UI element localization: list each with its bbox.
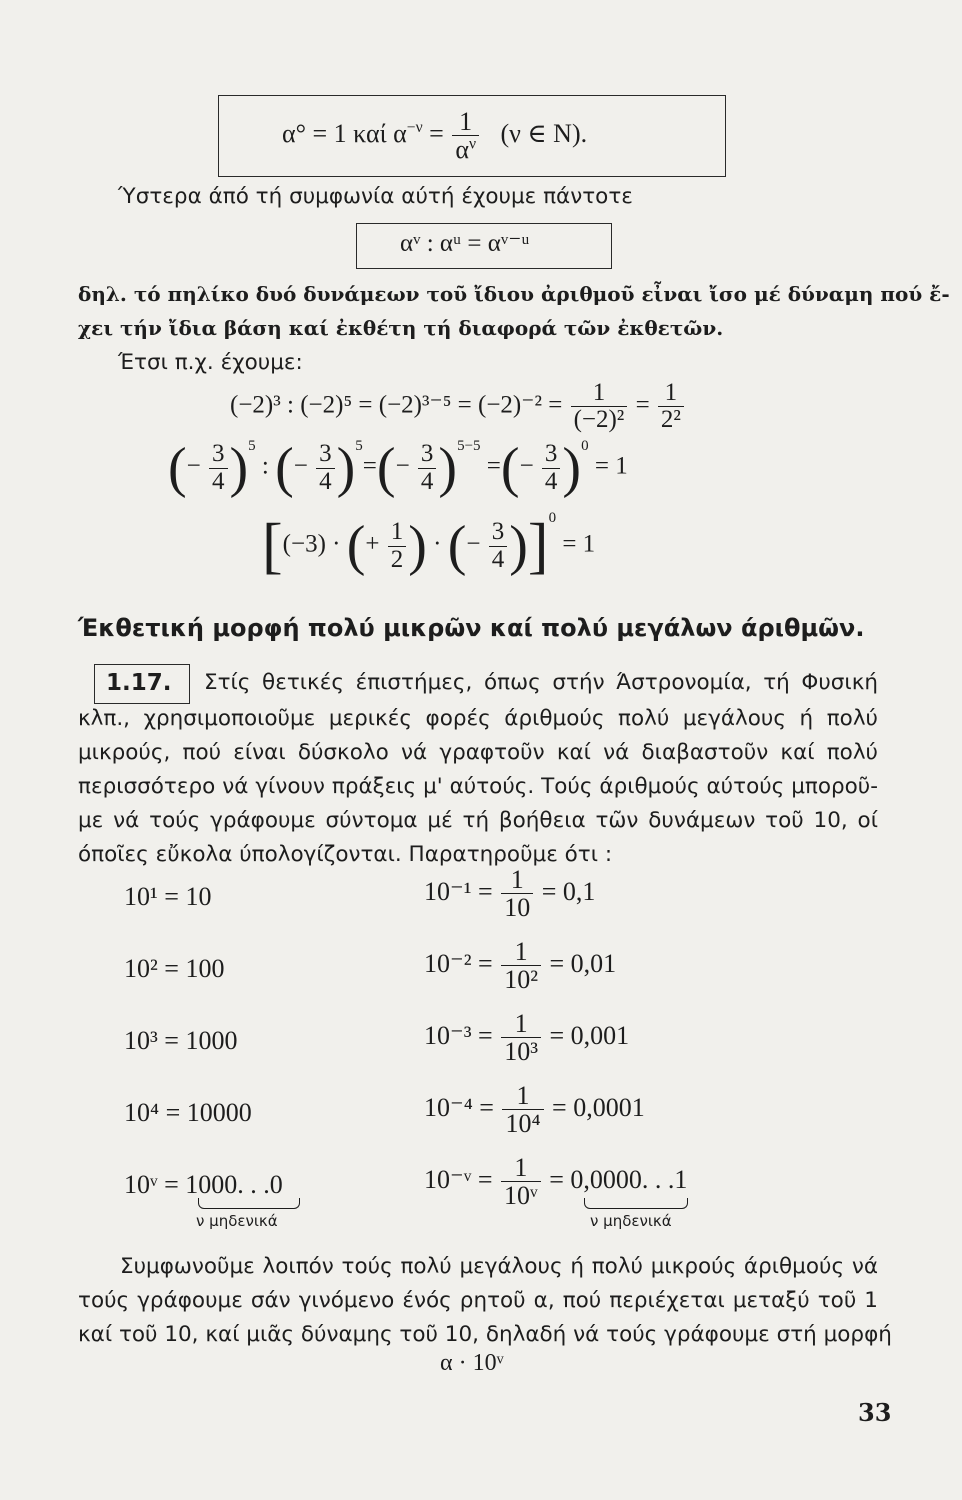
value: = 0,001 (549, 1020, 630, 1050)
denominator: 4 (489, 546, 508, 573)
paragraph-2-line: Συμφωνοῦμε λοιπόν τούς πολύ μεγάλους ή πολύ μικρούς άριθμούς νά (120, 1254, 878, 1279)
den-base: α (455, 135, 469, 165)
numerator: 1 (514, 1009, 528, 1038)
fraction-numerator: 1 (459, 107, 473, 136)
denominator: (−2)² (571, 406, 628, 433)
neg-lhs: 10⁻⁴ = (424, 1092, 494, 1122)
denominator: 10² (501, 965, 541, 993)
paren: ( (500, 437, 520, 499)
minus: − (519, 452, 534, 480)
formula-quotient: αᵛ : αᵘ = αᵛ⁻ᵘ (400, 230, 530, 257)
paragraph-2-line: καί τοῦ 10, καί μιᾶς δύναμης τοῦ 10, δηλαδή νά τούς γράφουμε στή μορφή (78, 1322, 892, 1347)
equals: = (562, 530, 577, 558)
power-row-2-neg (424, 938, 616, 994)
fraction (316, 441, 335, 495)
numerator: 1 (592, 379, 606, 406)
paragraph-1 (78, 702, 878, 872)
formula-definition (282, 108, 587, 164)
denominator: 4 (316, 468, 335, 495)
paren: ( (275, 437, 294, 499)
paren: ) (509, 515, 528, 577)
example-1-fraction-2 (658, 380, 684, 434)
equals: = (362, 452, 377, 480)
paren: ) (562, 437, 582, 499)
fraction (501, 1010, 541, 1066)
paragraph-1-line-1: Στίς θετικές έπιστήμες, όπως στήν Άστρονομία, τή Φυσική (204, 670, 878, 695)
paragraph-1-line: κλπ., χρησιμοποιοῦμε μερικές φορές άριθμούς πολύ μεγάλους ή πολύ (78, 706, 878, 731)
power-row-2-pos: 10² = 100 (124, 954, 225, 983)
value: = 0,1 (541, 876, 596, 906)
paragraph-1-line: μικρούς, πού είναι δύσκολο νά γραφτοῦν καί νά διαβαστοῦν καί πολύ (78, 740, 878, 765)
page-number: 33 (858, 1398, 892, 1427)
denominator: 2 (388, 546, 407, 573)
numerator: 1 (664, 379, 678, 406)
neg-lhs: 10⁻³ = (424, 1020, 493, 1050)
paragraph-2 (78, 1250, 892, 1352)
denominator: 4 (418, 468, 437, 495)
numerator: 1 (514, 1153, 528, 1182)
denominator: 4 (542, 468, 561, 495)
minus: − (466, 530, 481, 558)
fraction (418, 441, 437, 495)
power-row-4-neg (424, 1082, 645, 1138)
dot: · (433, 530, 442, 558)
example-1-fraction-1 (571, 380, 628, 434)
exponent: 5 (248, 438, 256, 455)
equals: = (594, 452, 609, 480)
paragraph-1-line: περισσότερο νά γίνουν πράξεις μ' αύτούς. Τούς άριθμούς αύτούς μποροῦ- (78, 774, 878, 799)
exponent: 5−5 (457, 438, 481, 455)
numerator: 1 (390, 518, 404, 546)
equals: = (486, 452, 501, 480)
numerator: 1 (514, 937, 528, 966)
fraction (501, 866, 533, 922)
example-intro: Έτσι π.χ. έχουμε: (118, 350, 303, 375)
formula-definition-condition: (ν ∈ N). (500, 118, 588, 148)
neg-lhs: 10⁻² = (424, 948, 493, 978)
numerator: 3 (319, 440, 332, 468)
formula-definition-eq: = (429, 118, 444, 148)
divide-operator: : (261, 452, 269, 480)
result: 1 (582, 530, 596, 558)
section-heading: Έκθετική μορφή πολύ μικρῶν καί πολύ μεγάλων άριθμῶν. (78, 614, 865, 642)
example-2 (168, 437, 628, 499)
rule-line-1: δηλ. τό πηλίκο δυό δυνάμεων τοῦ ἴδιου ἀριθμοῦ εἶναι ἴσο μέ δύναμη πού ἔ- (78, 282, 950, 306)
paren: ) (438, 437, 458, 499)
value: = 0,0000. . .1 (549, 1164, 688, 1194)
minus: − (395, 452, 410, 480)
numerator: 3 (544, 440, 558, 468)
factor: (−3) · (282, 530, 341, 558)
power-row-3-pos: 10³ = 1000 (124, 1026, 238, 1055)
neg-lhs: 10⁻¹ = (424, 876, 493, 906)
paren: ( (376, 437, 396, 499)
power-row-1-neg (424, 866, 595, 922)
den-exp: ν (468, 135, 477, 153)
section-number: 1.17. (106, 670, 172, 696)
rule-line-2: χει τήν ἴδια βάση καί ἐκθέτη τή διαφορά τῶν ἐκθετῶν. (78, 316, 724, 340)
fraction (501, 938, 541, 994)
brace-pos-label: ν μηδενικά (196, 1212, 278, 1230)
formula-definition-exp: −ν (406, 119, 423, 137)
exponent: 0 (581, 438, 589, 455)
bracket: [ (262, 512, 283, 580)
paragraph-1-line: με νά τούς γράφουμε σύντομα μέ τή βοήθεια τῶν δυνάμεων τοῦ 10, οί (78, 808, 878, 833)
paren: ( (346, 515, 366, 577)
equals: = (635, 391, 650, 419)
power-row-1-pos: 10¹ = 10 (124, 882, 212, 911)
text-after-box: Ύστερα άπό τή συμφωνία αύτή έχουμε πάντοτε (118, 184, 633, 209)
exponent: 5 (355, 438, 363, 455)
paren: ) (336, 437, 356, 499)
denominator: 10ᵛ (501, 1181, 541, 1209)
numerator: 3 (212, 440, 225, 468)
paren: ( (447, 515, 467, 577)
example-3 (262, 510, 596, 580)
paragraph-1-last-line: όποῖες εὔκολα ύπολογίζονται. Παρατηροῦμε ότι : (78, 842, 613, 867)
value: = 0,0001 (552, 1092, 645, 1122)
final-formula: α · 10ᵛ (440, 1350, 504, 1376)
fraction (501, 1154, 541, 1210)
paren: ( (168, 437, 187, 499)
denominator: 4 (209, 468, 228, 495)
denominator: 10⁴ (502, 1109, 543, 1137)
fraction (209, 441, 228, 495)
brace-pos (198, 1198, 300, 1209)
numerator: 1 (510, 865, 524, 894)
fraction (388, 519, 407, 573)
numerator: 3 (491, 518, 505, 546)
minus: − (293, 452, 308, 480)
numerator: 3 (420, 440, 434, 468)
paragraph-2-line: τούς γράφουμε σάν γινόμενο ένός ρητοῦ α, πού περιέχεται μεταξύ τοῦ 1 (78, 1288, 878, 1313)
fraction (502, 1082, 543, 1138)
power-row-4-pos: 10⁴ = 10000 (124, 1098, 252, 1127)
example-1 (230, 380, 686, 434)
minus: − (186, 452, 201, 480)
denominator: 10³ (501, 1037, 541, 1065)
denominator: 2² (658, 406, 684, 433)
bracket: ] (527, 512, 549, 580)
formula-definition-left: α° = 1 καί α (282, 118, 407, 148)
example-1-lhs: (−2)³ : (−2)⁵ = (−2)³⁻⁵ = (−2)⁻² = (230, 391, 563, 419)
plus: + (365, 530, 380, 558)
fraction-denominator (452, 135, 479, 163)
value: = 0,01 (549, 948, 617, 978)
power-row-3-neg (424, 1010, 629, 1066)
brace-neg-label: ν μηδενικά (590, 1212, 672, 1230)
paren: ) (408, 515, 427, 577)
neg-lhs: 10⁻ᵛ = (424, 1164, 493, 1194)
numerator: 1 (516, 1081, 530, 1110)
result: 1 (615, 452, 628, 480)
fraction (489, 519, 508, 573)
power-general-pos: 10ᵛ = 1000. . .0 (124, 1170, 283, 1199)
brace-neg (584, 1198, 688, 1209)
denominator: 10 (501, 893, 533, 921)
formula-definition-fraction (452, 108, 479, 164)
paren: ) (229, 437, 249, 499)
exponent: 0 (548, 510, 557, 527)
fraction (542, 441, 561, 495)
